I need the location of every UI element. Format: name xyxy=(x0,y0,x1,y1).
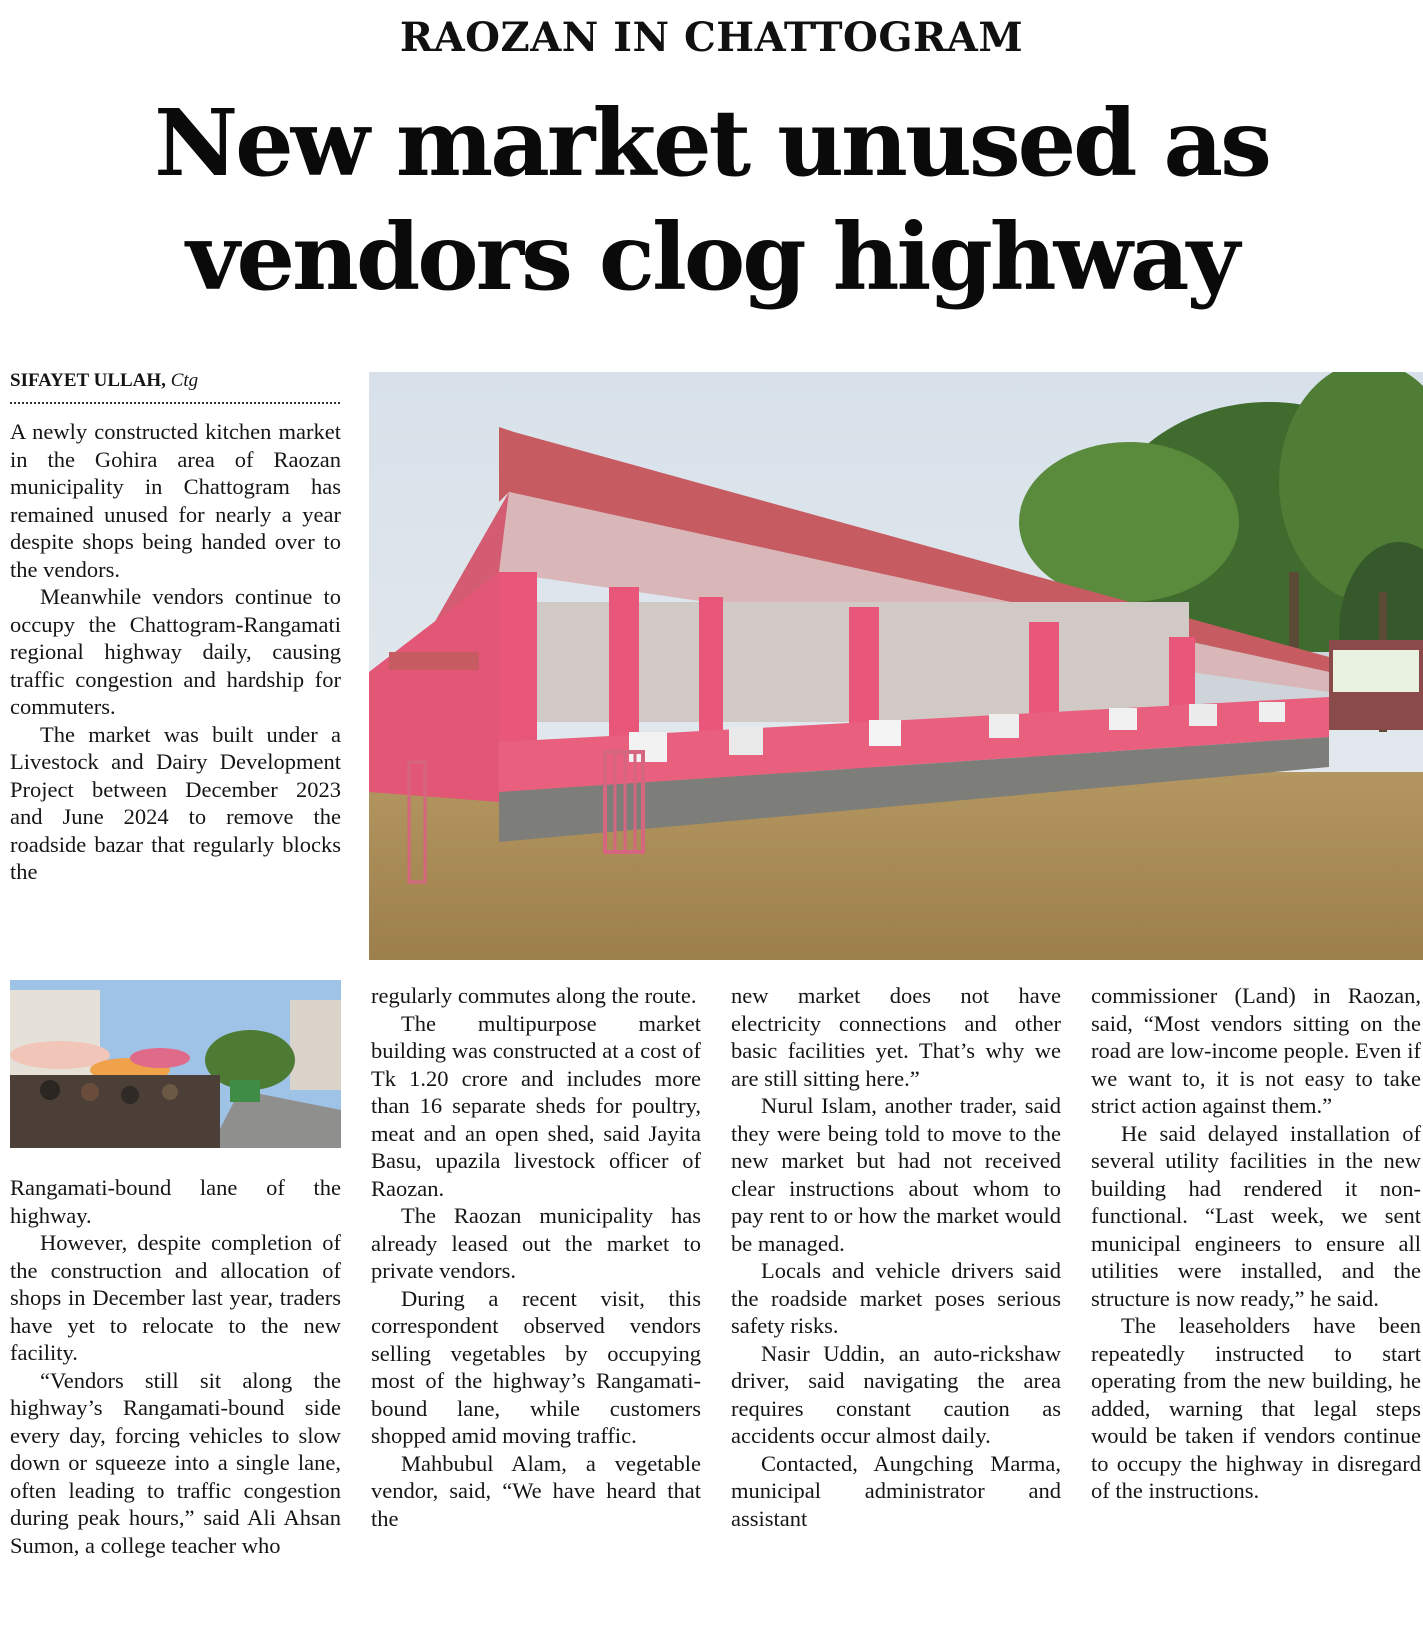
paragraph: However, despite completion of the construction and allocation of shops in December last year, traders have yet to relocate to the new facility. xyxy=(10,1230,341,1365)
paragraph: Rangamati-bound lane of the highway. xyxy=(10,1175,341,1228)
paragraph: The Raozan municipality has already leased out the market to private vendors. xyxy=(371,1203,701,1283)
small-photo-roadside-bazar xyxy=(10,980,341,1148)
paragraph: The multipurpose market building was constructed at a cost of Tk 1.20 crore and includes more than 16 separate sheds for poultry, meat and an open shed, said Jayita Basu, upazila livestock officer of Raozan. xyxy=(371,1010,701,1201)
headline-line-2: vendors clog highway xyxy=(186,203,1237,311)
byline xyxy=(10,370,198,392)
article-kicker: RAOZAN IN CHATTOGRAM xyxy=(399,14,1024,61)
article-column-3 xyxy=(731,982,1061,1532)
paragraph: new market does not have electricity connections and other basic facilities yet. That’s why we are still sitting here.” xyxy=(731,983,1061,1091)
paragraph: Meanwhile vendors continue to occupy the Chattogram-Rangamati regional highway daily, causing traffic congestion and hardship for commuters. xyxy=(10,584,341,719)
article-column-4 xyxy=(1091,982,1421,1505)
paragraph: A newly constructed kitchen market in the Gohira area of Raozan municipality in Chattogram has remained unused for nearly a year despite shops being handed over to the vendors. xyxy=(10,419,341,582)
paragraph: “Vendors still sit along the highway’s Rangamati-bound side every day, forcing vehicles to slow down or squeeze into a single lane, often leading to traffic congestion during peak hours,” said Ali Ahsan Sumon, a college teacher who xyxy=(10,1367,341,1558)
paragraph: Nurul Islam, another trader, said they were being told to move to the new market but had not received clear instructions about whom to pay rent to or how the market would be managed. xyxy=(731,1093,1061,1256)
article-column-1-bottom xyxy=(10,1174,341,1559)
headline-line-1: New market unused as xyxy=(154,89,1269,197)
main-photo-market-building xyxy=(369,372,1423,960)
article-headline xyxy=(0,86,1423,314)
paragraph: The leaseholders have been repeatedly instructed to start operating from the new building, he added, warning that legal steps would be taken if vendors continue to occupy the highway in disregard of the instructions. xyxy=(1091,1313,1421,1503)
paragraph: He said delayed installation of several utility facilities in the new building had rendered it non-functional. “Last week, we sent municipal engineers to ensure all utilities were installed, and the structure is now ready,” he said. xyxy=(1091,1120,1421,1311)
paragraph: Contacted, Aungching Marma, municipal administrator and assistant xyxy=(731,1450,1061,1531)
paragraph: regularly commutes along the route. xyxy=(371,983,697,1008)
article-column-2 xyxy=(371,982,701,1532)
article-column-1-top xyxy=(10,418,341,886)
paragraph: Mahbubul Alam, a vegetable vendor, said, “We have heard that the xyxy=(371,1450,701,1531)
paragraph: commissioner (Land) in Raozan, said, “Most vendors sitting on the road are low-income people. Even if we want to, it is not easy to take strict action against them.” xyxy=(1091,983,1421,1118)
byline-author: SIFAYET ULLAH, xyxy=(10,370,166,391)
paragraph: Nasir Uddin, an auto-rickshaw driver, said navigating the area requires constant caution as accidents occur almost daily. xyxy=(731,1340,1061,1448)
paragraph: The market was built under a Livestock and Dairy Development Project between December 2023 and June 2024 to remove the roadside bazar that regularly blocks the xyxy=(10,721,341,884)
byline-divider xyxy=(10,402,340,404)
paragraph: During a recent visit, this correspondent observed vendors selling vegetables by occupying most of the highway’s Rangamati-bound lane, while customers shopped amid moving traffic. xyxy=(371,1285,701,1448)
paragraph: Locals and vehicle drivers said the roadside market poses serious safety risks. xyxy=(731,1258,1061,1338)
byline-location: Ctg xyxy=(170,370,199,391)
